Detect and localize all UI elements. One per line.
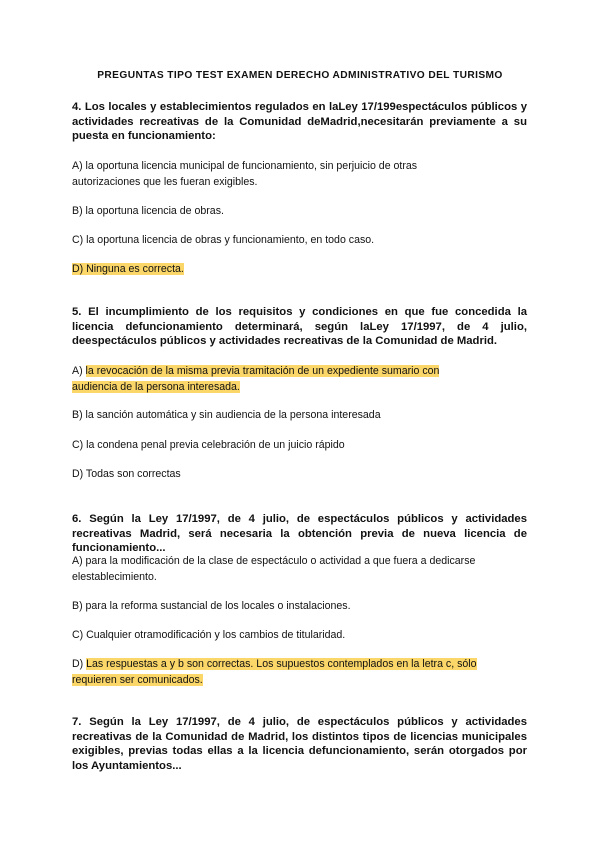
highlighted-answer: audiencia de la persona interesada. [72, 381, 240, 393]
option-prefix: A) [72, 365, 86, 377]
highlighted-answer: D) Ninguna es correcta. [72, 263, 184, 275]
page-title: PREGUNTAS TIPO TEST EXAMEN DERECHO ADMINISTRATIVO DEL TURISMO [97, 70, 503, 81]
question-5-option-b: B) la sanción automática y sin audiencia de la persona interesada [72, 409, 381, 421]
question-7: 7. Según la Ley 17/1997, de 4 julio, de espectáculos públicos y actividades recreativas de la Comunidad de Madrid, los distintos tipos de licencias municipales exigibles, previas todas ellas a la licencia defuncionamiento, serán otorgados por los Ayuntamientos... [72, 716, 527, 772]
question-4-option-d [72, 261, 527, 277]
question-5-option-d: D) Todas son correctas [72, 468, 181, 480]
question-5-option-a [72, 363, 527, 395]
question-6-option-b: B) para la reforma sustancial de los locales o instalaciones. [72, 600, 351, 612]
question-6-option-a [72, 553, 527, 585]
option-line: A) para la modificación de la clase de espectáculo o actividad a que fuera a dedicarse [72, 555, 476, 567]
question-4-option-b: B) la oportuna licencia de obras. [72, 205, 224, 217]
question-6-option-c: C) Cualquier otramodificación y los cambios de titularidad. [72, 629, 346, 641]
option-line: autorizaciones que les fueran exigibles. [72, 176, 258, 188]
question-6: 6. Según la Ley 17/1997, de 4 julio, de espectáculos públicos y actividades recreativas Madrid, será necesaria la obtención previa de nueva licencia de funcionamiento... [72, 513, 527, 555]
question-4-option-c: C) la oportuna licencia de obras y funcionamiento, en todo caso. [72, 234, 375, 246]
highlighted-answer: requieren ser comunicados. [72, 674, 203, 686]
question-4-option-a [72, 158, 527, 190]
highlighted-answer: la revocación de la misma previa tramitación de un expediente sumario con [85, 365, 440, 377]
option-line: elestablecimiento. [72, 571, 157, 583]
option-prefix: D) [72, 658, 87, 670]
question-6-option-d [72, 656, 527, 688]
question-5: 5. El incumplimiento de los requisitos y condiciones en que fue concedida la licencia defuncionamiento determinará, según laLey 17/1997, de 4 julio, deespectáculos públicos y actividades recreativas de la Comunidad de Madrid. [72, 306, 527, 348]
option-line: A) la oportuna licencia municipal de funcionamiento, sin perjuicio de otras [72, 160, 418, 172]
question-4: 4. Los locales y establecimientos regulados en laLey 17/199espectáculos públicos y actividades recreativas de la Comunidad deMadrid,necesitarán previamente a su puesta en funcionamiento: [72, 101, 527, 143]
question-5-option-c: C) la condena penal previa celebración de un juicio rápido [72, 439, 345, 451]
highlighted-answer: Las respuestas a y b son correctas. Los supuestos contemplados en la letra c, sólo [86, 658, 477, 670]
